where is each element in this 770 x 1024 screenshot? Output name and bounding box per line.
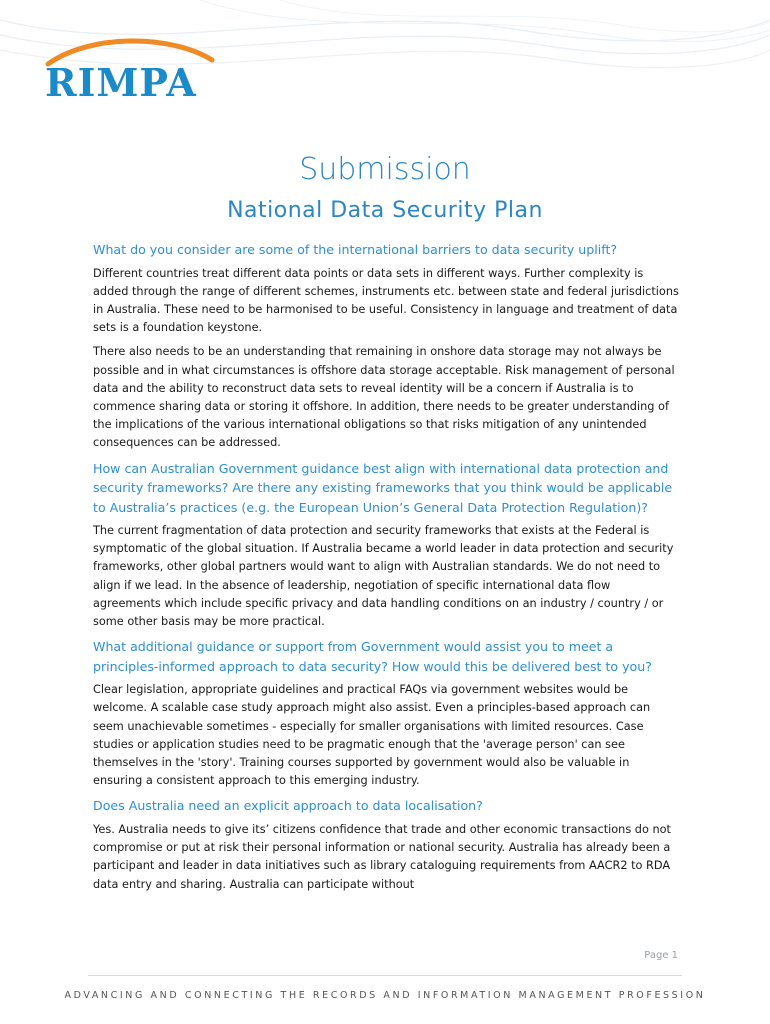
footer-tagline: ADVANCING AND CONNECTING THE RECORDS AND INFORMATION MANAGEMENT PROFESSION — [64, 990, 706, 1001]
logo-text: RIMPA — [45, 60, 197, 105]
question-heading: How can Australian Government guidance best align with international data protection and security frameworks? Are there any existing frameworks that you think would be applicable to Australia’s practices (e.g. the European Union’s General Data Protection Regulation)? — [93, 460, 673, 515]
body-paragraph: The current fragmentation of data protection and security frameworks that exists at the Federal is symptomatic of the global situation. If Australia became a world leader in data protection and security frameworks, other global partners would want to align with Australian standards. We do not need to align if we lead. In the absence of leadership, negotiation of specific international data flow agreements which include specific privacy and data handling conditions on an industry / country / or some other basis may be more practical. — [93, 524, 674, 629]
footer-divider — [88, 975, 682, 976]
document-body — [93, 240, 681, 900]
body-paragraph: Different countries treat different data points or data sets in different ways. Further complexity is added through the range of different schemes, instruments etc. between state and federal jurisdictions in Australia. These need to be harmonised to be useful. Consistency in language and treatment of data sets is a foundation keystone. — [93, 266, 679, 335]
question-heading: What additional guidance or support from Government would assist you to meet a principles-informed approach to data security? How would this be delivered best to you? — [93, 639, 652, 674]
page-number: Page 1 — [644, 950, 678, 961]
rimpa-logo — [40, 32, 220, 112]
section-government-guidance — [93, 637, 681, 790]
section-data-localisation — [93, 796, 681, 893]
document-subtitle: National Data Security Plan — [227, 198, 543, 223]
question-heading: Does Australia need an explicit approach to data localisation? — [93, 798, 483, 814]
body-paragraph: There also needs to be an understanding that remaining in onshore data storage may not always be possible and in what circumstances is offshore data storage acceptable. Risk management of personal data and the ability to reconstruct data sets to reveal identity will be a concern if Australia is to commence sharing data or storing it offshore. In addition, there needs to be greater understanding of the implications of the various international obligations so that risks mitigation of any unintended consequences can be addressed. — [93, 345, 675, 450]
section-international-barriers — [93, 240, 681, 453]
question-heading: What do you consider are some of the international barriers to data security uplift? — [93, 242, 618, 257]
section-framework-alignment — [93, 459, 681, 632]
document-title: Submission — [299, 152, 471, 187]
body-paragraph: Clear legislation, appropriate guidelines and practical FAQs via government websites would be welcome. A scalable case study approach might also assist. Even a principles-based approach can seem unachievable sometimes - especially for smaller organisations with limited resources. Case studies or application studies need to be pragmatic enough that the 'average person' can see themselves in the 'story'. Training courses supported by government would also be valuable in ensuring a consistent approach to this emerging industry. — [93, 683, 651, 788]
body-paragraph: Yes. Australia needs to give its’ citizens confidence that trade and other economic transactions do not compromise or put at risk their personal information or national security. Australia has already been a participant and leader in data initiatives such as library cataloguing requirements from AACR2 to RDA data entry and sharing. Australia can participate without — [93, 822, 671, 891]
